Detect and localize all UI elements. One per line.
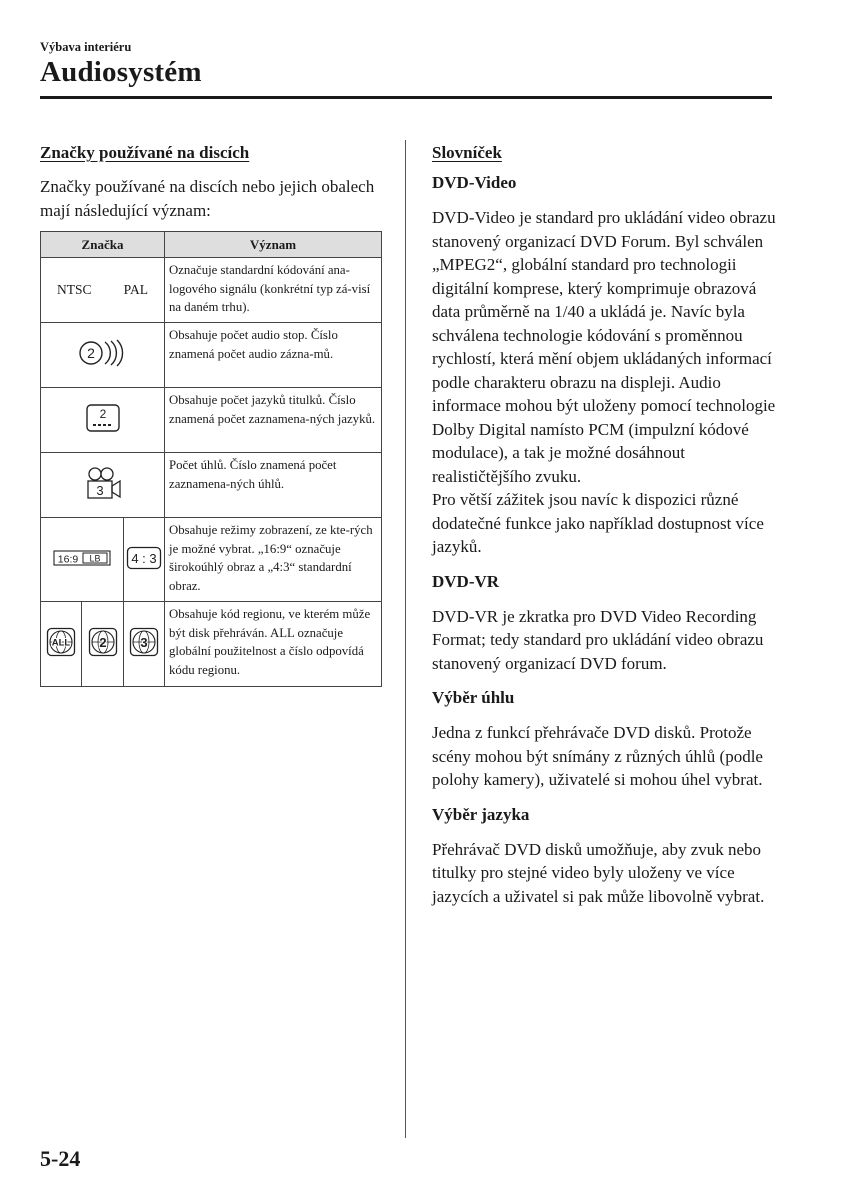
table-row bbox=[41, 323, 382, 388]
region-globe-all-icon bbox=[46, 627, 76, 657]
mark-subtitles bbox=[41, 388, 165, 453]
mark-angles bbox=[41, 453, 165, 518]
audio-tracks-count: 2 bbox=[86, 345, 95, 361]
title-rule bbox=[40, 96, 772, 99]
glossary-text-dvd-vr: DVD-VR je zkratka pro DVD Video Recording Format; tedy standard pro ukládání video obrazu stanovený organizací DVD forum. bbox=[432, 606, 764, 673]
mark-widescreen bbox=[41, 518, 124, 602]
widescreen-label: 16:9 bbox=[57, 553, 79, 565]
meaning-audio-tracks: Obsahuje počet audio stop. Číslo znamená počet audio zázna-mů. bbox=[165, 323, 382, 388]
mark-ntsc: NTSC bbox=[57, 282, 92, 297]
meaning-subtitles: Obsahuje počet jazyků titulků. Číslo znamená počet zaznamena-ných jazyků. bbox=[165, 388, 382, 453]
disc-marks-table bbox=[40, 231, 382, 687]
table-row bbox=[41, 453, 382, 518]
disc-marks-heading: Značky používané na discích bbox=[40, 143, 250, 162]
camera-angles-icon bbox=[83, 466, 123, 500]
standard-ratio-icon bbox=[126, 546, 162, 570]
column-header-mark: Značka bbox=[41, 232, 165, 258]
section-label: Výbava interiéru bbox=[40, 40, 132, 54]
glossary-text-dvd-video-extra: Pro větší zážitek jsou navíc k dispozici různé dodatečné funkce jako například dostupnost více jazyků. bbox=[432, 490, 764, 556]
disc-marks-intro: Značky používané na discích nebo jejich obalech mají následující význam: bbox=[40, 177, 375, 220]
column-header-meaning: Význam bbox=[165, 232, 382, 258]
glossary-text-language: Přehrávač DVD disků umožňuje, aby zvuk nebo titulky pro stejné video byly uloženy ve více jazycích a uživatel si pak může libovolně vybrat. bbox=[432, 839, 765, 906]
meaning-region-codes: Obsahuje kód regionu, ve kterém může být disk přehráván. ALL označuje globální použitelnost a číslo odpovídá kódu regionu. bbox=[165, 602, 382, 687]
audio-tracks-icon bbox=[74, 338, 132, 368]
glossary-term-language: Výběr jazyka bbox=[432, 804, 530, 824]
glossary-term-angle: Výběr úhlu bbox=[432, 688, 515, 707]
table-row bbox=[41, 602, 382, 687]
letterbox-label: LB bbox=[89, 553, 101, 563]
glossary-text-dvd-video: DVD-Video je standard pro ukládání video obrazu stanovený organizací DVD Forum. Byl schválen „MPEG2“, globální standard pro technologii digitální komprese, který komprimuje obrazová data průměrně na 1/40 a ukládá je. Navíc byla schválena technologie kódování s proměnnou rychlostí, která mění objem ukládaných informací podle charakteru obrazu na displeji. Audio informace mohou být uloženy pomocí technologie Dolby Digital namísto PCM (impulzní kódové modulace), a tak je možné dosáhnout realističtějšího zvuku. bbox=[432, 208, 776, 486]
left-column bbox=[40, 143, 382, 687]
region-globe-2-icon bbox=[88, 627, 118, 657]
right-column bbox=[432, 143, 777, 908]
table-row bbox=[41, 518, 382, 602]
glossary-heading: Slovníček bbox=[432, 143, 502, 162]
region-3-label: 3 bbox=[140, 635, 148, 650]
region-globe-3-icon bbox=[129, 627, 159, 657]
meaning-ntsc-pal: Označuje standardní kódování ana-logového signálu (konkrétní typ zá-visí na daném trhu). bbox=[165, 258, 382, 323]
table-row bbox=[41, 258, 382, 323]
mark-region-2 bbox=[82, 602, 124, 687]
page-number: 5-24 bbox=[40, 1146, 81, 1171]
table-header-row bbox=[41, 232, 382, 258]
mark-standard-ratio bbox=[124, 518, 165, 602]
mark-audio-tracks bbox=[41, 323, 165, 388]
region-2-label: 2 bbox=[98, 635, 107, 650]
subtitles-icon bbox=[85, 403, 121, 433]
mark-pal: PAL bbox=[123, 282, 148, 297]
widescreen-letterbox-icon bbox=[53, 549, 111, 567]
glossary-term-dvd-vr: DVD-VR bbox=[432, 571, 500, 591]
angles-count: 3 bbox=[95, 483, 104, 498]
meaning-aspect-ratio: Obsahuje režimy zobrazení, ze kte-rých je možné vybrat. „16:9“ označuje širokoúhlý obraz a „4:3“ standardní obraz. bbox=[165, 518, 382, 602]
standard-ratio-label: 4 : 3 bbox=[131, 550, 157, 566]
column-divider bbox=[405, 140, 406, 1138]
region-all-label: ALL bbox=[51, 637, 71, 649]
glossary-term-dvd-video: DVD-Video bbox=[432, 173, 517, 192]
mark-region-all bbox=[41, 602, 82, 687]
mark-ntsc-pal bbox=[41, 258, 165, 323]
meaning-angles: Počet úhlů. Číslo znamená počet zaznamena-ných úhlů. bbox=[165, 453, 382, 518]
mark-region-3 bbox=[124, 602, 165, 687]
subtitles-count: 2 bbox=[99, 407, 106, 421]
page-title: Audiosystém bbox=[40, 56, 202, 88]
glossary-text-angle: Jedna z funkcí přehrávače DVD disků. Protože scény mohou být snímány z různých úhlů (podle polohy kamery), uživatelé si mohou úhel vybrat. bbox=[432, 723, 763, 789]
table-row bbox=[41, 388, 382, 453]
